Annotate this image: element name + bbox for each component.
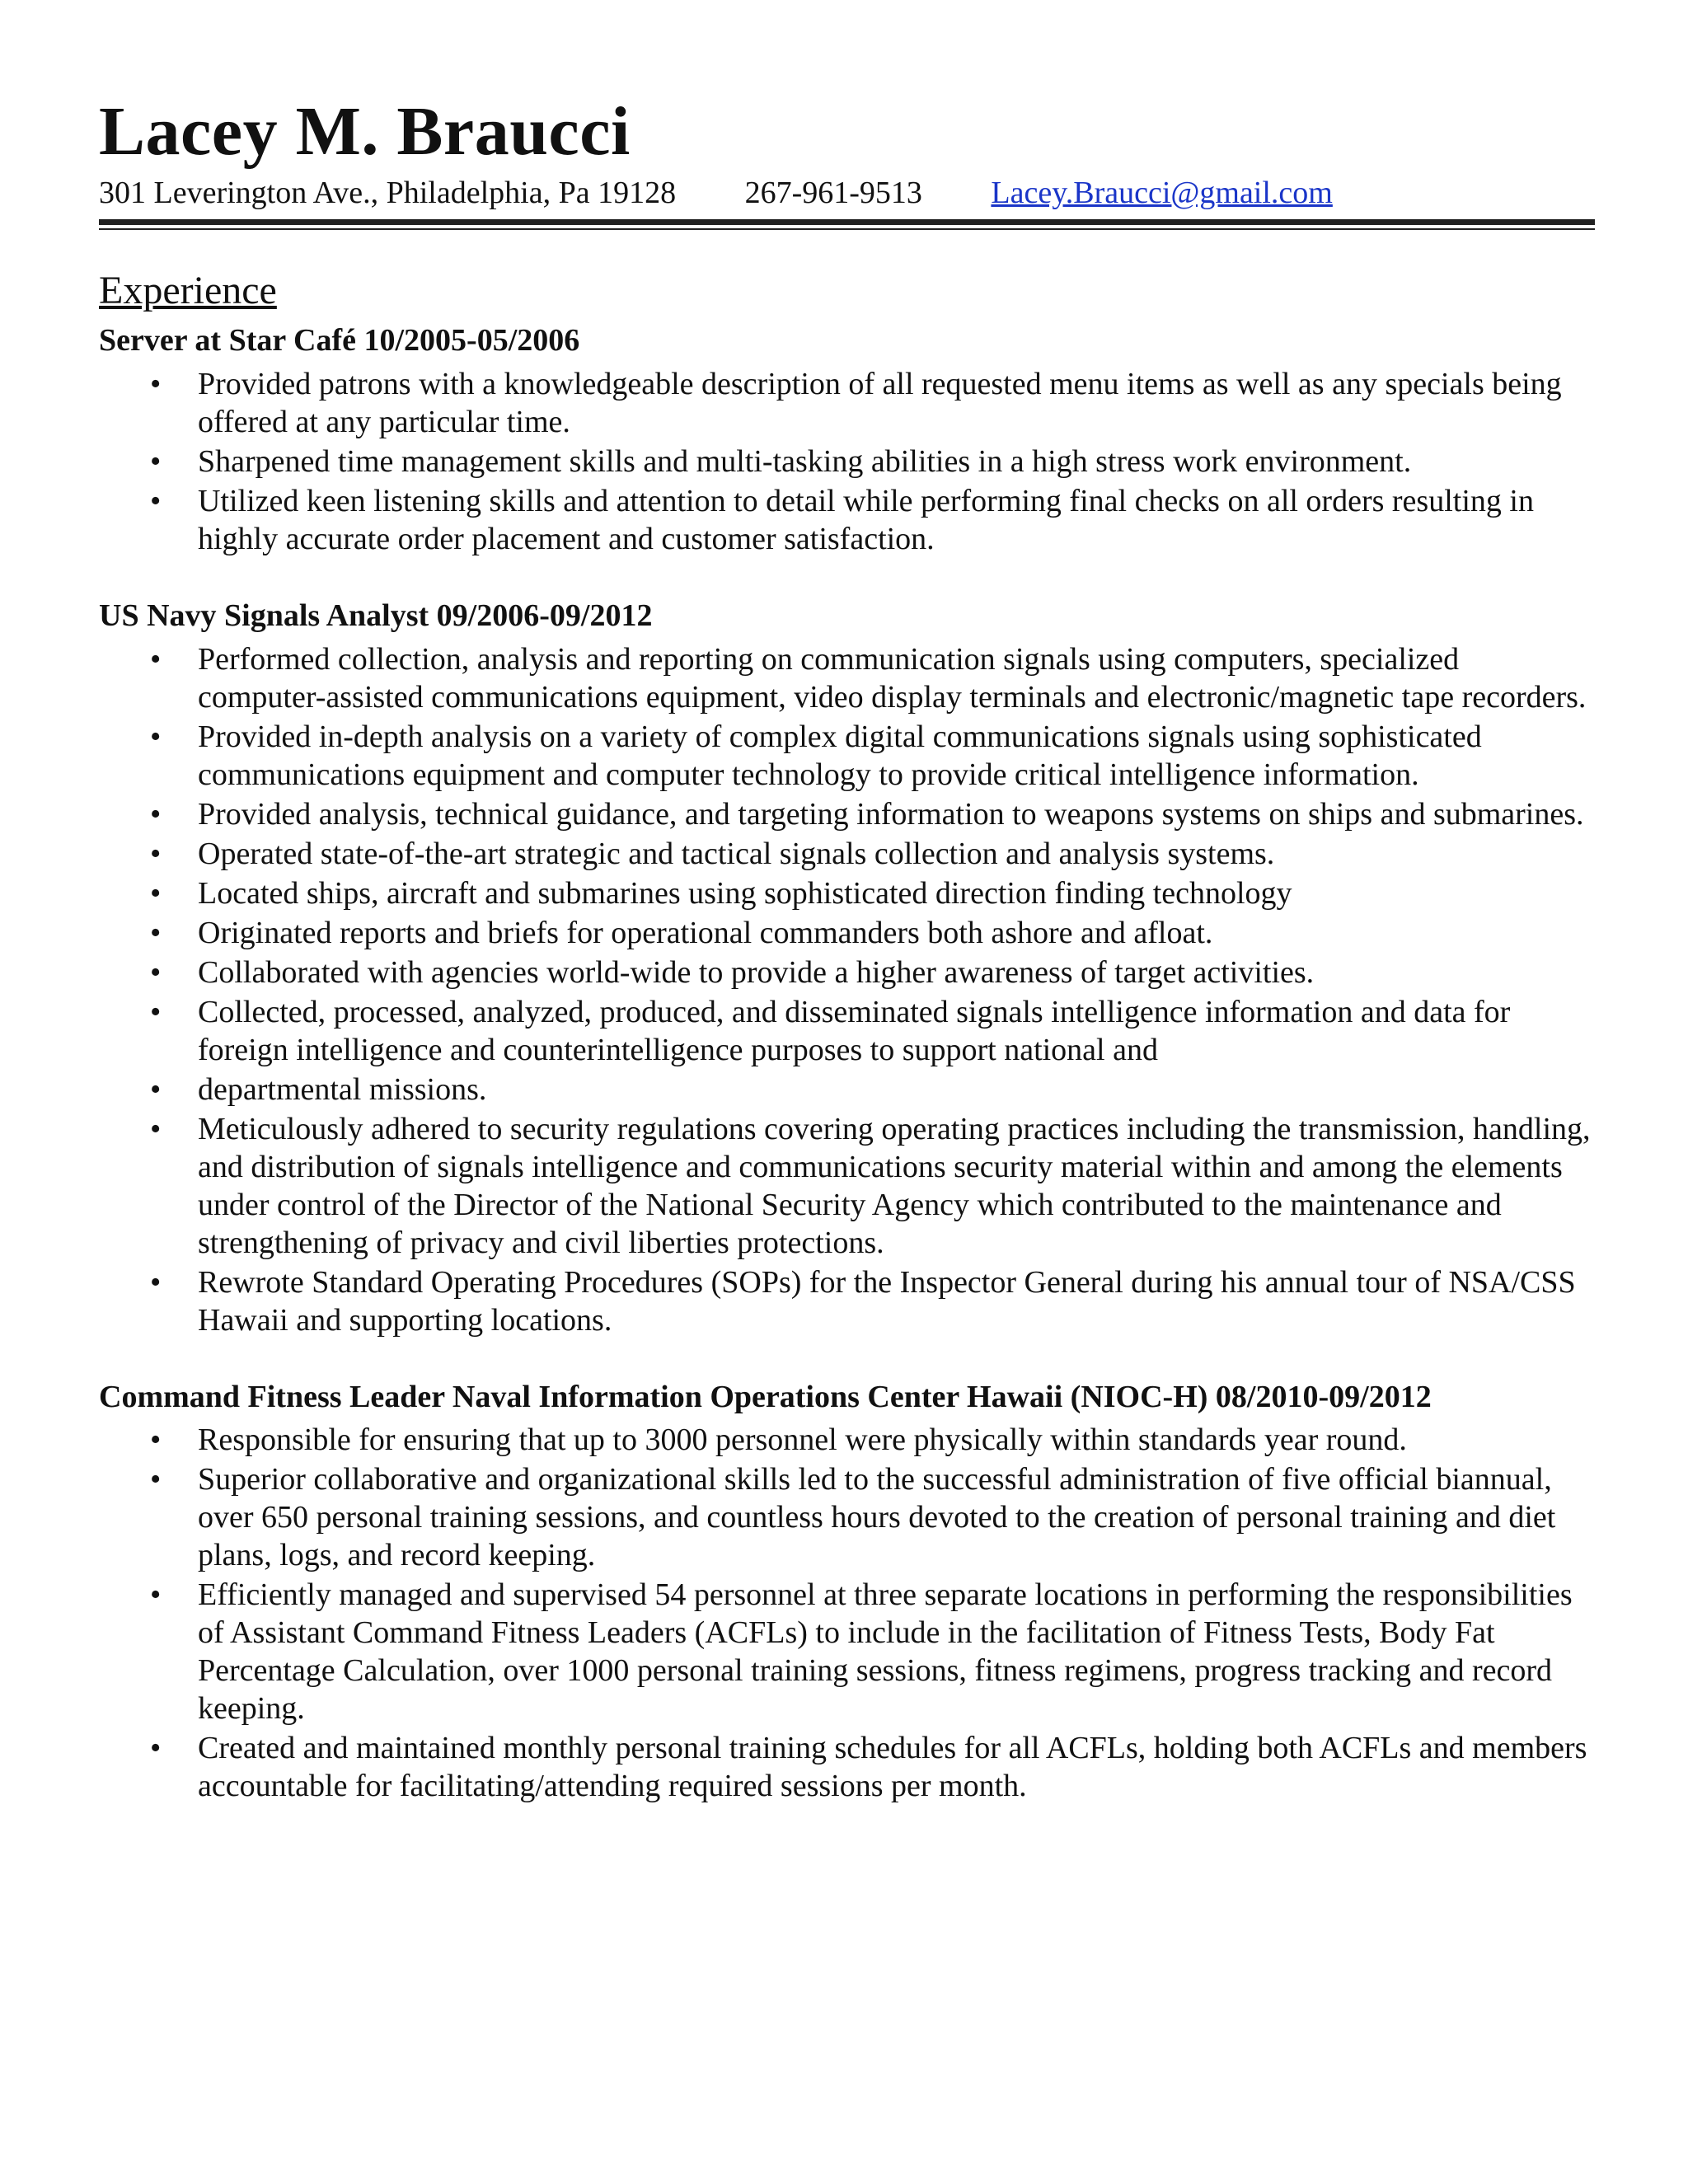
job-title: Server at Star Café 10/2005-05/2006: [99, 323, 580, 359]
bullet-item: • Rewrote Standard Operating Procedures (SOPs) for the Inspector General during his annual tour of NSA/CSS Hawaii and supporting locations.: [99, 1263, 1595, 1339]
bullet-item: • Provided patrons with a knowledgeable description of all requested menu items as well as any specials being offered at any particular time.: [99, 365, 1595, 441]
email-link[interactable]: Lacey.Braucci@gmail.com: [991, 176, 1333, 210]
bullet-item: • Sharpened time management skills and multi-tasking abilities in a high stress work environment.: [99, 443, 1595, 480]
bullet-item: • Operated state-of-the-art strategic and tactical signals collection and analysis systems.: [99, 835, 1595, 873]
bullet-item: • Performed collection, analysis and reporting on communication signals using computers, specialized computer-assisted communications equipment, video display terminals and electronic/magnetic tape recorders.: [99, 640, 1595, 716]
header-divider-thick: [99, 219, 1595, 225]
contact-line: [99, 175, 1595, 213]
address: 301 Leverington Ave., Philadelphia, Pa 19128: [99, 176, 677, 210]
job-title: US Navy Signals Analyst 09/2006-09/2012: [99, 598, 653, 633]
resume-header: [99, 93, 1595, 230]
experience-section: [99, 269, 1595, 1806]
job-entry: [99, 322, 1595, 558]
bullet-item: • Provided analysis, technical guidance, and targeting information to weapons systems on ships and submarines.: [99, 795, 1595, 833]
job-bullets: [99, 365, 1595, 558]
bullet-item: • departmental missions.: [99, 1071, 1595, 1108]
section-title-experience: Experience: [99, 268, 277, 312]
bullet-item: • Efficiently managed and supervised 54 personnel at three separate locations in performing the responsibilities of Assistant Command Fitness Leaders (ACFLs) to include in the facilitation of Fitness Tests, Body Fat Percentage Calculation, over 1000 personal training sessions, fitness regimens, progress tracking and record keeping.: [99, 1576, 1595, 1727]
phone-number: 267-961-9513: [744, 176, 922, 210]
bullet-item: • Created and maintained monthly personal training schedules for all ACFLs, holding both ACFLs and members accountable for facilitating/attending required sessions per month.: [99, 1729, 1595, 1805]
candidate-name: Lacey M. Braucci: [99, 93, 631, 170]
header-divider-thin: [99, 228, 1595, 230]
resume-page: [99, 93, 1595, 1807]
job-entry: [99, 598, 1595, 1339]
bullet-item: • Responsible for ensuring that up to 3000 personnel were physically within standards year round.: [99, 1421, 1595, 1459]
bullet-item: • Originated reports and briefs for operational commanders both ashore and afloat.: [99, 914, 1595, 952]
bullet-item: • Utilized keen listening skills and attention to detail while performing final checks on all orders resulting in highly accurate order placement and customer satisfaction.: [99, 482, 1595, 558]
bullet-item: • Superior collaborative and organizational skills led to the successful administration of five official biannual, over 650 personal training sessions, and countless hours devoted to the creation of personal training and diet plans, logs, and record keeping.: [99, 1460, 1595, 1574]
job-bullets: [99, 640, 1595, 1339]
job-entry: [99, 1379, 1595, 1806]
bullet-item: • Collaborated with agencies world-wide to provide a higher awareness of target activities.: [99, 954, 1595, 991]
job-bullets: [99, 1421, 1595, 1805]
job-title: Command Fitness Leader Naval Information Operations Center Hawaii (NIOC-H) 08/2010-09/2012: [99, 1379, 1432, 1414]
bullet-item: • Provided in-depth analysis on a variety of complex digital communications signals using sophisticated communications equipment and computer technology to provide critical intelligence information.: [99, 718, 1595, 794]
bullet-item: • Collected, processed, analyzed, produced, and disseminated signals intelligence information and data for foreign intelligence and counterintelligence purposes to support national and: [99, 993, 1595, 1069]
bullet-item: • Located ships, aircraft and submarines using sophisticated direction finding technology: [99, 874, 1595, 912]
bullet-item: • Meticulously adhered to security regulations covering operating practices including the transmission, handling, and distribution of signals intelligence and communications security material within and among the elements under control of the Director of the National Security Agency which contributed to the maintenance and strengthening of privacy and civil liberties protections.: [99, 1110, 1595, 1262]
